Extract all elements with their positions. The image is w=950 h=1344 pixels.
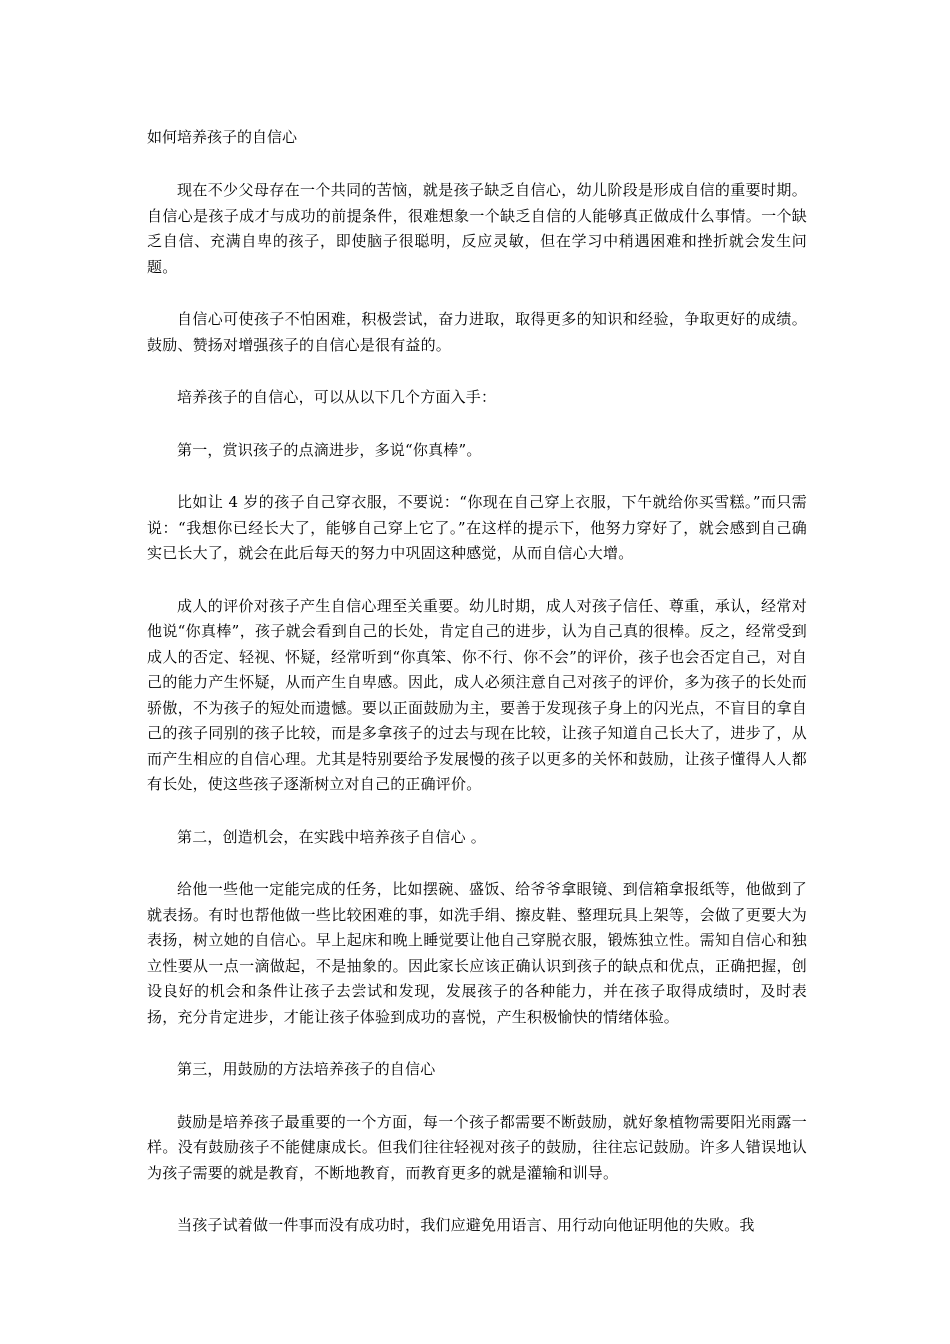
paragraph-encouragement: 鼓励是培养孩子最重要的一个方面，每一个孩子都需要不断鼓励，就好象植物需要阳光雨露一样。没有鼓励孩子不能健康成长。但我们往往轻视对孩子的鼓励，往往忘记鼓励。许多人错误地认为孩子需要的就是教育，不断地教育，而教育更多的就是灌输和训导。 bbox=[147, 1112, 807, 1182]
paragraph-failure: 当孩子试着做一件事而没有成功时，我们应避免用语言、用行动向他证明他的失败。我 bbox=[177, 1216, 755, 1234]
paragraph-evaluation: 成人的评价对孩子产生自信心理至关重要。幼儿时期，成人对孩子信任、尊重，承认，经常对他说“你真棒”，孩子就会看到自己的长处，肯定自己的进步，认为自己真的很棒。反之，经常受到成人的否定、轻视、怀疑，经常听到“你真笨、你不行、你不会”的评价，孩子也会否定自己，对自己的能力产生怀疑，从而产生自卑感。因此，成人必须注意自己对孩子的评价，多为孩子的长处而骄傲，不为孩子的短处而遗憾。要以正面鼓励为主，要善于发现孩子身上的闪光点，不盲目的拿自己的孩子同别的孩子比较，而是多拿孩子的过去与现在比较，让孩子知道自己长大了，进步了，从而产生相应的自信心理。尤其是特别要给予发展慢的孩子以更多的关怀和鼓励，让孩子懂得人人都有长处，使这些孩子逐渐树立对自己的正确评价。 bbox=[147, 596, 807, 793]
document-title: 如何培养孩子的自信心 bbox=[147, 128, 298, 146]
section-heading-3: 第三，用鼓励的方法培养孩子的自信心 bbox=[177, 1060, 436, 1078]
paragraph-benefits: 自信心可使孩子不怕困难，积极尝试，奋力进取，取得更多的知识和经验，争取更好的成绩。鼓励、赞扬对增强孩子的自信心是很有益的。 bbox=[147, 310, 807, 354]
section-heading-1: 第一，赏识孩子的点滴进步，多说“你真棒”。 bbox=[177, 440, 482, 459]
document-page bbox=[147, 124, 807, 1266]
paragraph-example: 比如让 4 岁的孩子自己穿衣服，不要说：“你现在自己穿上衣服，下午就给你买雪糕。”而只需说：“我想你已经长大了，能够自己穿上它了。”在这样的提示下，他努力穿好了，就会感到自己确实已长大了，就会在此后每天的努力中巩固这种感觉，从而自信心大增。 bbox=[147, 493, 807, 562]
paragraph-practice: 给他一些他一定能完成的任务，比如摆碗、盛饭、给爷爷拿眼镜、到信箱拿报纸等，他做到了就表扬。有时也帮他做一些比较困难的事，如洗手绢、擦皮鞋、整理玩具上架等，会做了更要大为表扬，树立她的自信心。早上起床和晚上睡觉要让他自己穿脱衣服，锻炼独立性。需知自信心和独立性要从一点一滴做起，不是抽象的。因此家长应该正确认识到孩子的缺点和优点，正确把握，创设良好的机会和条件让孩子去尝试和发现，发展孩子的各种能力，并在孩子取得成绩时，及时表扬，充分肯定进步，才能让孩子体验到成功的喜悦，产生积极愉快的情绪体验。 bbox=[147, 880, 807, 1026]
section-heading-2: 第二，创造机会，在实践中培养孩子自信心 。 bbox=[177, 827, 486, 846]
paragraph-overview: 培养孩子的自信心，可以从以下几个方面入手： bbox=[177, 388, 497, 406]
paragraph-intro: 现在不少父母存在一个共同的苦恼，就是孩子缺乏自信心，幼儿阶段是形成自信的重要时期。自信心是孩子成才与成功的前提条件，很难想象一个缺乏自信的人能够真正做成什么事情。一个缺乏自信、充满自卑的孩子，即使脑子很聪明，反应灵敏，但在学习中稍遇困难和挫折就会发生问题。 bbox=[147, 181, 807, 276]
